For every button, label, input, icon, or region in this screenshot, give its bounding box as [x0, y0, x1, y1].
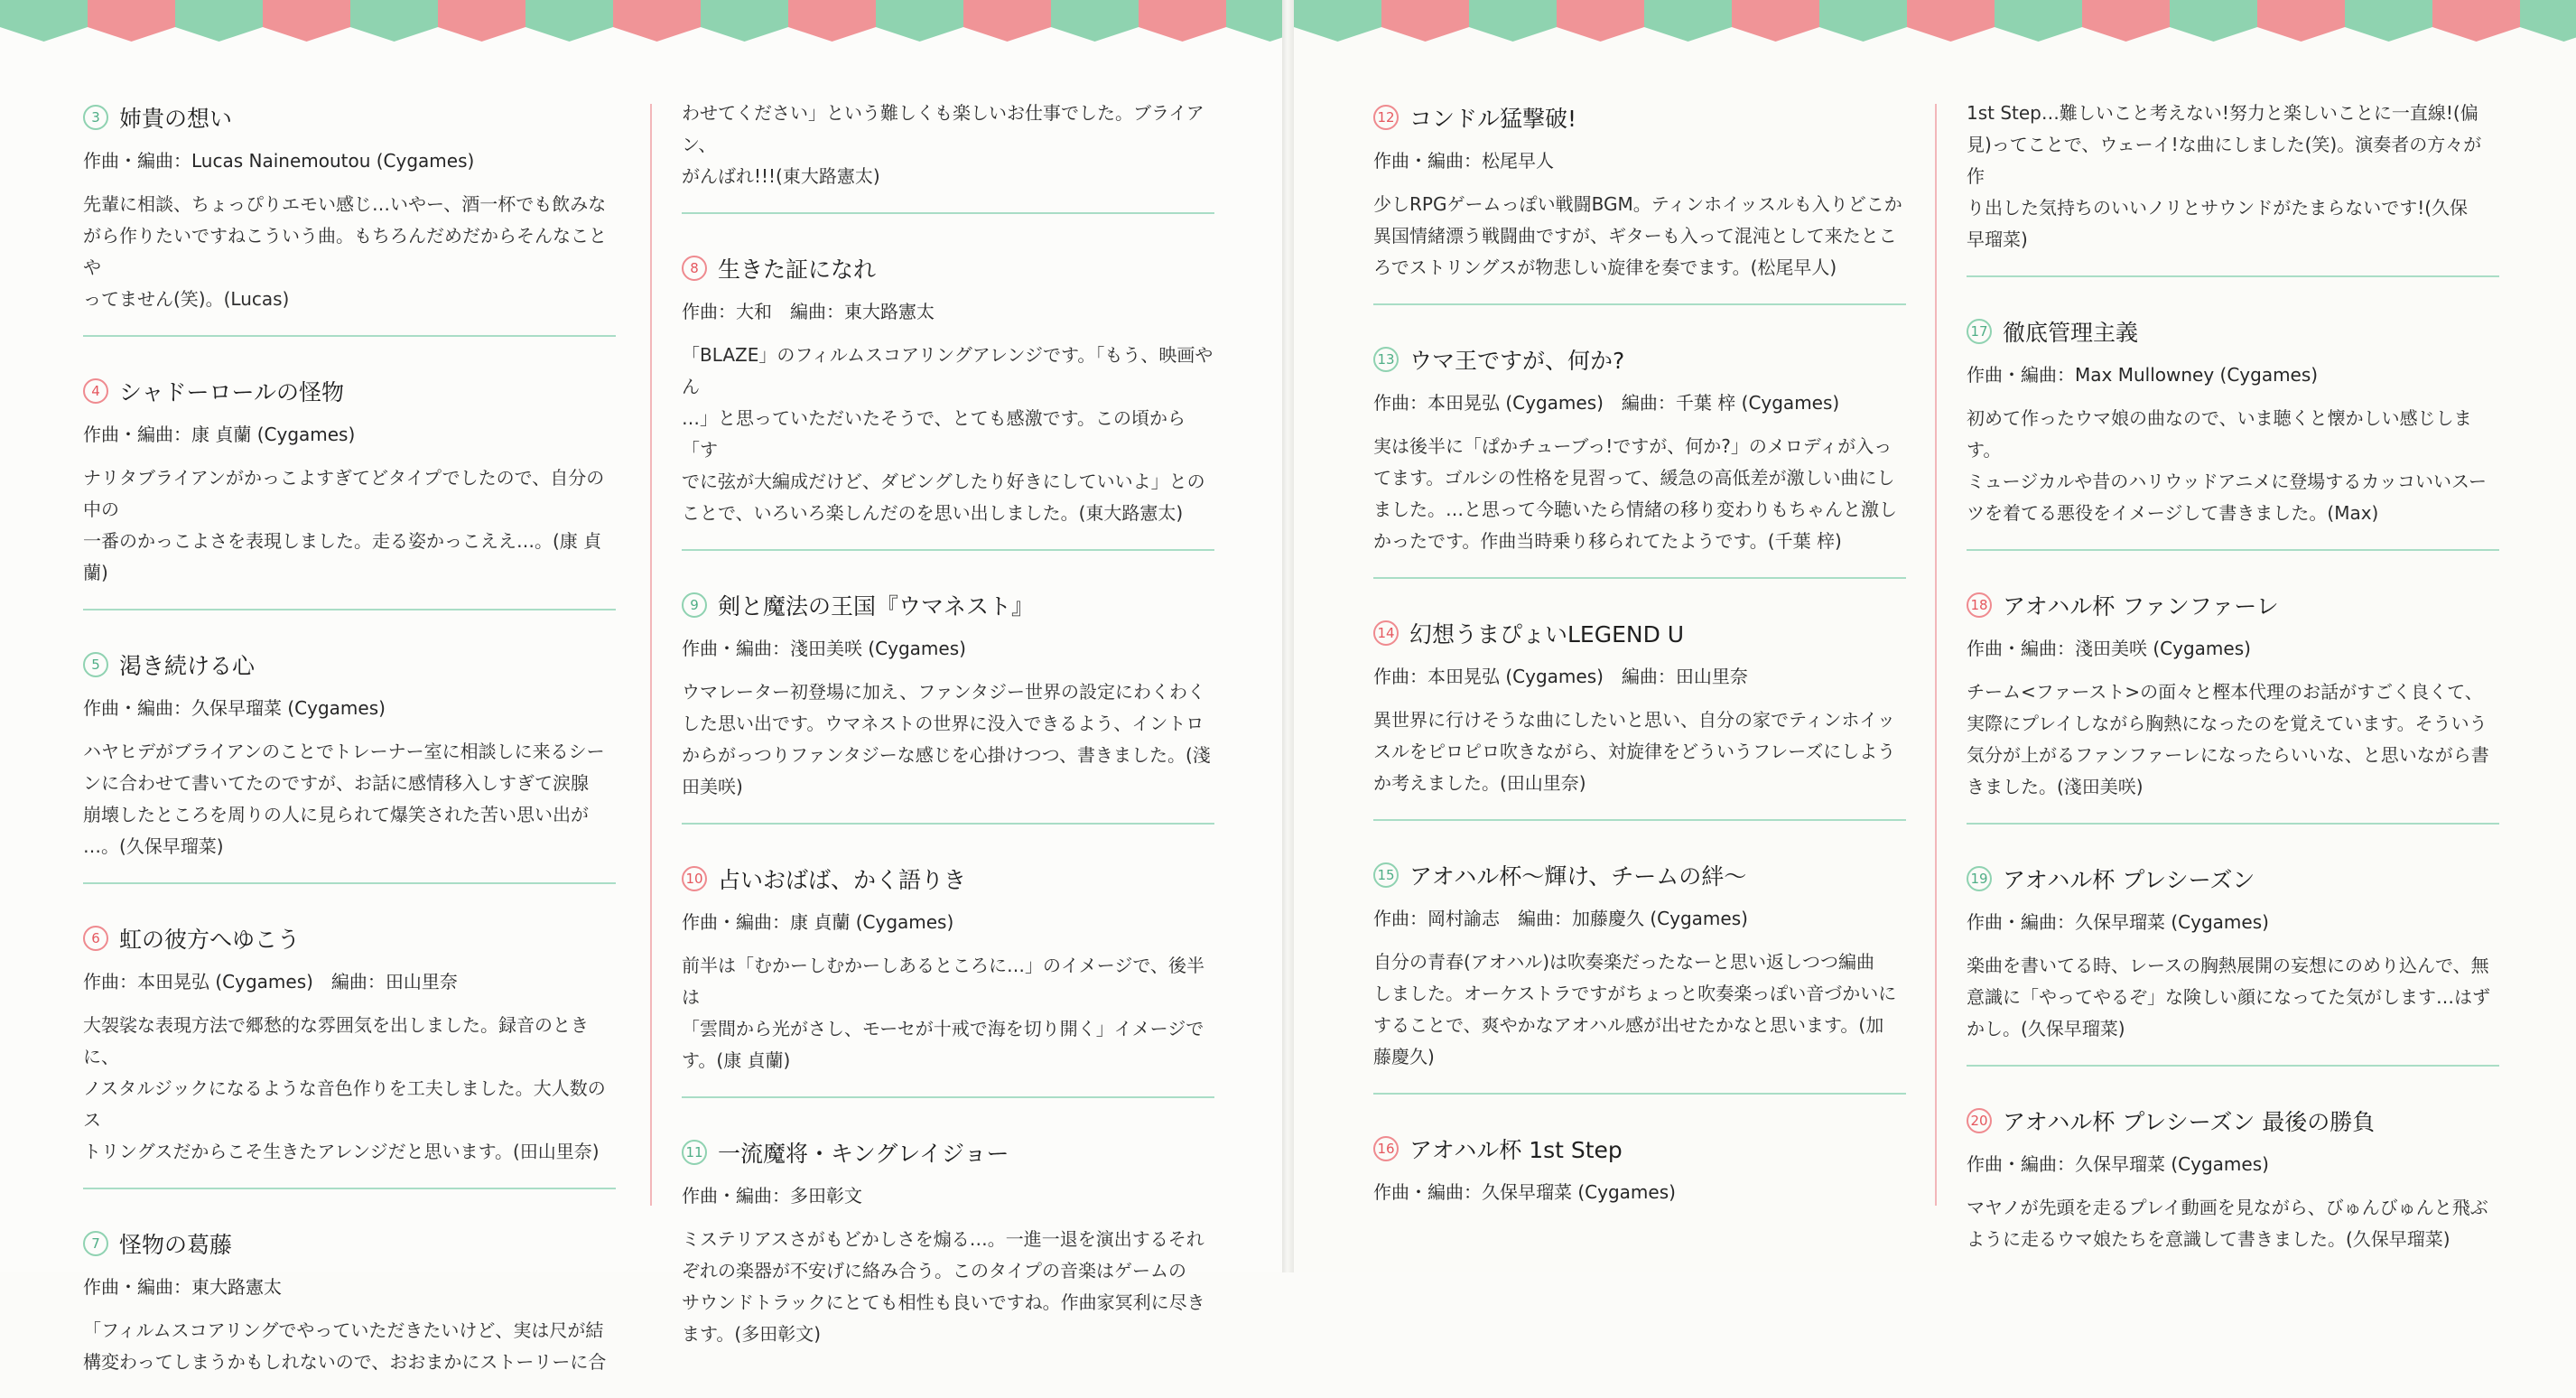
track-title-row [682, 248, 1214, 288]
column-3 [1373, 98, 1906, 1224]
banner-segment [175, 0, 263, 42]
track-number-badge: 19 [1967, 866, 1992, 891]
track-title: 生きた証になれ [718, 256, 877, 283]
banner-segment [701, 0, 788, 42]
track-title-row [1373, 855, 1906, 895]
entry-divider [1967, 823, 2499, 825]
track-title: アオハル杯 1st Step [1409, 1137, 1623, 1163]
track-number-badge: 5 [83, 652, 108, 677]
track-title: アオハル杯 ファンファーレ [2003, 593, 2279, 620]
track-entry [1373, 819, 1906, 1093]
track-number-badge: 6 [83, 926, 108, 951]
entry-divider [83, 1188, 616, 1189]
right-page [1294, 0, 2576, 1272]
track-comment: 前半は「むかーしむかーしあるところに…」のイメージで、後半は 「雲間から光がさし、モーセが十戒で海を切り開く」イメージで す。(康 貞蘭) [682, 955, 1204, 1071]
track-entry [1967, 823, 2499, 1065]
column-2 [682, 98, 1214, 1370]
track-number-badge: 8 [682, 256, 707, 281]
track-title-row [682, 1132, 1214, 1172]
track-credit: 作曲：岡村諭志 編曲：加藤慶久 (Cygames) [1373, 908, 1748, 929]
track-title-row [1373, 1129, 1906, 1169]
banner-segment [613, 0, 701, 42]
track-number-badge: 17 [1967, 319, 1992, 344]
entry-divider [682, 212, 1214, 214]
entry-divider [1967, 549, 2499, 551]
track-title-row [682, 859, 1214, 899]
track-comment: 先輩に相談、ちょっぴりエモい感じ…いやー、酒一杯でも飲みな がら作りたいですねこういう曲。もちろんだめだからそんなことや ってません(笑)。(Lucas) [83, 193, 607, 310]
entry-divider [1373, 577, 1906, 579]
track-number-badge: 12 [1373, 105, 1399, 130]
column-1 [83, 98, 616, 1398]
banner-segment [2432, 0, 2520, 42]
entry-divider [682, 823, 1214, 825]
track-title: 徹底管理主義 [2003, 320, 2139, 346]
column-divider [650, 104, 652, 1206]
entry-divider [83, 882, 616, 884]
banner-segment [1139, 0, 1226, 42]
track-entry [682, 823, 1214, 1096]
track-credit: 作曲・編曲：久保早瑠菜 (Cygames) [1967, 911, 2269, 933]
banner-segment [350, 0, 438, 42]
track-title-row [1373, 613, 1906, 653]
track-entry [682, 212, 1214, 549]
banner-segment [1907, 0, 1995, 42]
track-credit: 作曲・編曲：淺田美咲 (Cygames) [1967, 638, 2251, 659]
track-credit: 作曲：本田晃弘 (Cygames) 編曲：田山里奈 [1373, 666, 1748, 687]
track-comment: 「BLAZE」のフィルムスコアリングアレンジです。「もう、映画やん …」と思っていただいたそうで、とても感激です。この頃から「す でに弦が大編成だけど、ダビングしたり好きにしていいよ」との ことで、いろいろ楽しんだのを思い出しました。(東大路憲太) [682, 344, 1214, 524]
track-number-badge: 18 [1967, 592, 1992, 618]
track-title: 怪物の葛藤 [119, 1232, 233, 1258]
banner-segment [1381, 0, 1469, 42]
banner-segment [876, 0, 963, 42]
track-credit: 作曲・編曲：久保早瑠菜 (Cygames) [1967, 1153, 2269, 1175]
track-title-row [1967, 859, 2499, 899]
banner-segment [1644, 0, 1732, 42]
track-credit: 作曲・編曲：松尾早人 [1373, 150, 1554, 172]
banner-segment [1732, 0, 1819, 42]
track-credit: 作曲・編曲：東大路憲太 [83, 1276, 282, 1298]
banner-segment [2257, 0, 2345, 42]
track-title-row [83, 371, 616, 411]
track-number-badge: 15 [1373, 862, 1399, 888]
track-number-badge: 16 [1373, 1136, 1399, 1161]
track-entry [1967, 549, 2499, 823]
track-number-badge: 11 [682, 1140, 707, 1165]
track-comment: 実は後半に「ぱかチューブっ!ですが、何か?」のメロディが入っ てます。ゴルシの性格を見習って、緩急の高低差が激しい曲にし ました。…と思って今聴いたら情緒の移り変わりもちゃんと激し かったです。作曲当時乗り移られてたようです。(千葉 梓) [1373, 435, 1897, 552]
track-comment: マヤノが先頭を走るプレイ動画を見ながら、びゅんびゅんと飛ぶ ように走るウマ娘たちを意識して書きました。(久保早瑠菜) [1967, 1197, 2488, 1250]
track-title: 一流魔将・キングレイジョー [718, 1141, 1009, 1167]
track-comment: わせてください」という難しくも楽しいお仕事でした。ブライアン、 がんばれ!!!(東大路憲太) [682, 102, 1204, 187]
track-title-row [1373, 340, 1906, 379]
track-title-row [83, 918, 616, 958]
entry-divider [1373, 303, 1906, 305]
entry-divider [682, 1096, 1214, 1098]
track-comment: 自分の青春(アオハル)は吹奏楽だったなーと思い返しつつ編曲 しました。オーケストラですがちょっと吹奏楽っぽい音づかいに することで、爽やかなアオハル感が出せたかなと思います。(加 藤慶久) [1373, 951, 1897, 1067]
track-entry [83, 1188, 616, 1398]
track-comment: 少しRPGゲームっぽい戦闘BGM。ティンホイッスルも入りどこか 異国情緒漂う戦闘曲ですが、ギターも入って混沌として来たとこ ろでストリングスが物悲しい旋律を奏でます。(松尾早人) [1373, 193, 1902, 278]
track-comment: 大袈裟な表現方法で郷愁的な雰囲気を出しました。録音のときに、 ノスタルジックになるような音色作りを工夫しました。大人数のス トリングスだからこそ生きたアレンジだと思います。(田山里奈) [83, 1014, 606, 1162]
track-entry [682, 549, 1214, 823]
track-entry [682, 1096, 1214, 1370]
track-title: 渇き続ける心 [119, 653, 256, 679]
track-credit: 作曲・編曲：多田彰文 [682, 1185, 862, 1207]
track-credit: 作曲・編曲：Lucas Nainemoutou (Cygames) [83, 150, 475, 172]
track-title-row [682, 585, 1214, 625]
track-entry [83, 609, 616, 882]
banner-segment [2082, 0, 2170, 42]
banner-segment [963, 0, 1051, 42]
track-entry [83, 882, 616, 1188]
track-title-row [83, 645, 616, 685]
track-number-badge: 9 [682, 592, 707, 618]
zigzag-banner [1294, 0, 2576, 42]
track-credit: 作曲・編曲：康 貞蘭 (Cygames) [83, 424, 356, 445]
track-credit: 作曲：本田晃弘 (Cygames) 編曲：千葉 梓 (Cygames) [1373, 392, 1840, 414]
track-credit: 作曲・編曲：久保早瑠菜 (Cygames) [83, 697, 386, 719]
banner-segment [438, 0, 525, 42]
track-entry [83, 98, 616, 335]
track-title: アオハル杯 プレシーズン [2003, 867, 2255, 893]
column-divider [1935, 104, 1937, 1206]
banner-segment [2345, 0, 2432, 42]
track-entry [1373, 303, 1906, 577]
track-entry [1967, 275, 2499, 549]
track-credit: 作曲・編曲：康 貞蘭 (Cygames) [682, 911, 954, 933]
banner-segment [0, 0, 88, 42]
track-comment: 異世界に行けそうな曲にしたいと思い、自分の家でティンホイッ スルをピロピロ吹きながら、対旋律をどういうフレーズにしよう か考えました。(田山里奈) [1373, 709, 1896, 794]
book-spine [1282, 0, 1294, 1272]
track-title: シャドーロールの怪物 [119, 379, 345, 405]
banner-segment [263, 0, 350, 42]
banner-segment [1995, 0, 2082, 42]
track-title: コンドル猛撃破! [1409, 106, 1577, 132]
track-entry [1967, 98, 2499, 275]
track-number-badge: 10 [682, 866, 707, 891]
left-page [0, 0, 1282, 1373]
entry-divider [1967, 275, 2499, 277]
track-title: 虹の彼方へゆこう [119, 927, 301, 953]
track-credit: 作曲・編曲：Max Mullowney (Cygames) [1967, 364, 2319, 386]
banner-segment [1294, 0, 1381, 42]
track-number-badge: 14 [1373, 620, 1399, 646]
track-title: 幻想うまぴょいLEGEND U [1409, 621, 1685, 648]
track-credit: 作曲：本田晃弘 (Cygames) 編曲：田山里奈 [83, 971, 458, 993]
track-title: 占いおばば、かく語りき [718, 867, 967, 893]
track-entry [83, 335, 616, 609]
track-comment: チーム<ファースト>の面々と樫本代理のお話がすごく良くて、 実際にプレイしながら胸熱になったのを覚えています。そういう 気分が上がるファンファーレになったらいいな、と思いながら書 きました。(淺田美咲) [1967, 681, 2489, 797]
track-number-badge: 13 [1373, 347, 1399, 372]
track-credit: 作曲・編曲：淺田美咲 (Cygames) [682, 638, 966, 659]
track-title: ウマ王ですが、何か? [1409, 348, 1625, 374]
track-comment: ナリタブライアンがかっこよすぎてどタイプでしたので、自分の中の 一番のかっこよさを表現しました。走る姿かっこええ…。(康 貞蘭) [83, 467, 605, 583]
entry-divider [83, 335, 616, 337]
banner-segment [2170, 0, 2257, 42]
track-entry [1373, 1093, 1906, 1224]
track-comment: 1st Step…難しいこと考えない!努力と楽しいことに一直線!(偏 見)ってことで、ウェーイ!な曲にしました(笑)。演奏者の方々が作 り出した気持ちのいいノリとサウンドがたまらないです!(久保 早瑠菜) [1967, 102, 2482, 250]
track-comment: 楽曲を書いてる時、レースの胸熱展開の妄想にのめり込んで、無 意識に「やってやるぞ」な険しい顔になってた気がします…はず かし。(久保早瑠菜) [1967, 955, 2490, 1039]
entry-divider [1967, 1065, 2499, 1067]
track-comment: 初めて作ったウマ娘の曲なので、いま聴くと懐かしい感じします。 ミュージカルや昔のハリウッドアニメに登場するカッコいいスー ツを着てる悪役をイメージして書きました。(Max) [1967, 407, 2487, 524]
entry-divider [1373, 819, 1906, 821]
column-4 [1967, 98, 2499, 1275]
track-credit: 作曲・編曲：久保早瑠菜 (Cygames) [1373, 1181, 1676, 1203]
banner-segment [788, 0, 876, 42]
track-entry [1967, 1065, 2499, 1275]
entry-divider [682, 549, 1214, 551]
track-title-row [83, 1224, 616, 1263]
banner-segment [1469, 0, 1557, 42]
track-title-row [1967, 585, 2499, 625]
track-credit: 作曲：大和 編曲：東大路憲太 [682, 301, 935, 322]
track-title: アオハル杯 プレシーズン 最後の勝負 [2003, 1109, 2376, 1135]
track-number-badge: 3 [83, 105, 108, 130]
track-comment: ハヤヒデがブライアンのことでトレーナー室に相談しに来るシー ンに合わせて書いてたのですが、お話に感情移入しすぎて涙腺 崩壊したところを周りの人に見られて爆笑された苦い思い出が …。(久保早瑠菜) [83, 741, 605, 857]
track-title-row [1967, 1101, 2499, 1141]
banner-segment [88, 0, 175, 42]
banner-segment [1819, 0, 1907, 42]
track-comment: ミステリアスさがもどかしさを煽る…。一進一退を演出するそれ ぞれの楽器が不安げに絡み合う。このタイプの音楽はゲームの サウンドトラックにとても相性も良いですね。作曲家冥利に尽き ます。(多田彰文) [682, 1228, 1205, 1345]
banner-segment [525, 0, 613, 42]
track-number-badge: 7 [83, 1231, 108, 1256]
track-number-badge: 4 [83, 378, 108, 404]
track-title-row [1967, 312, 2499, 351]
track-title: アオハル杯～輝け、チームの絆～ [1409, 863, 1747, 890]
entry-divider [83, 609, 616, 610]
banner-segment [1557, 0, 1644, 42]
entry-divider [1373, 1093, 1906, 1095]
track-title: 剣と魔法の王国『ウマネスト』 [718, 593, 1035, 620]
zigzag-banner [0, 0, 1282, 42]
track-entry [1373, 98, 1906, 303]
track-comment: ウマレーター初登場に加え、ファンタジー世界の設定にわくわく した思い出です。ウマネストの世界に没入できるよう、イントロ からがっつりファンタジーな感じを心掛けつつ、書きました。(淺 田美咲) [682, 681, 1211, 797]
track-title-row [1373, 98, 1906, 137]
track-comment: 「フィルムスコアリングでやっていただきたいけど、実は尺が結 構変わってしまうかもしれないので、おおまかにストーリーに合 [83, 1319, 607, 1373]
track-number-badge: 20 [1967, 1108, 1992, 1133]
track-entry [682, 98, 1214, 212]
banner-segment [2520, 0, 2576, 42]
track-title-row [83, 98, 616, 137]
banner-segment [1051, 0, 1139, 42]
track-entry [1373, 577, 1906, 819]
track-title: 姉貴の想い [119, 106, 233, 132]
